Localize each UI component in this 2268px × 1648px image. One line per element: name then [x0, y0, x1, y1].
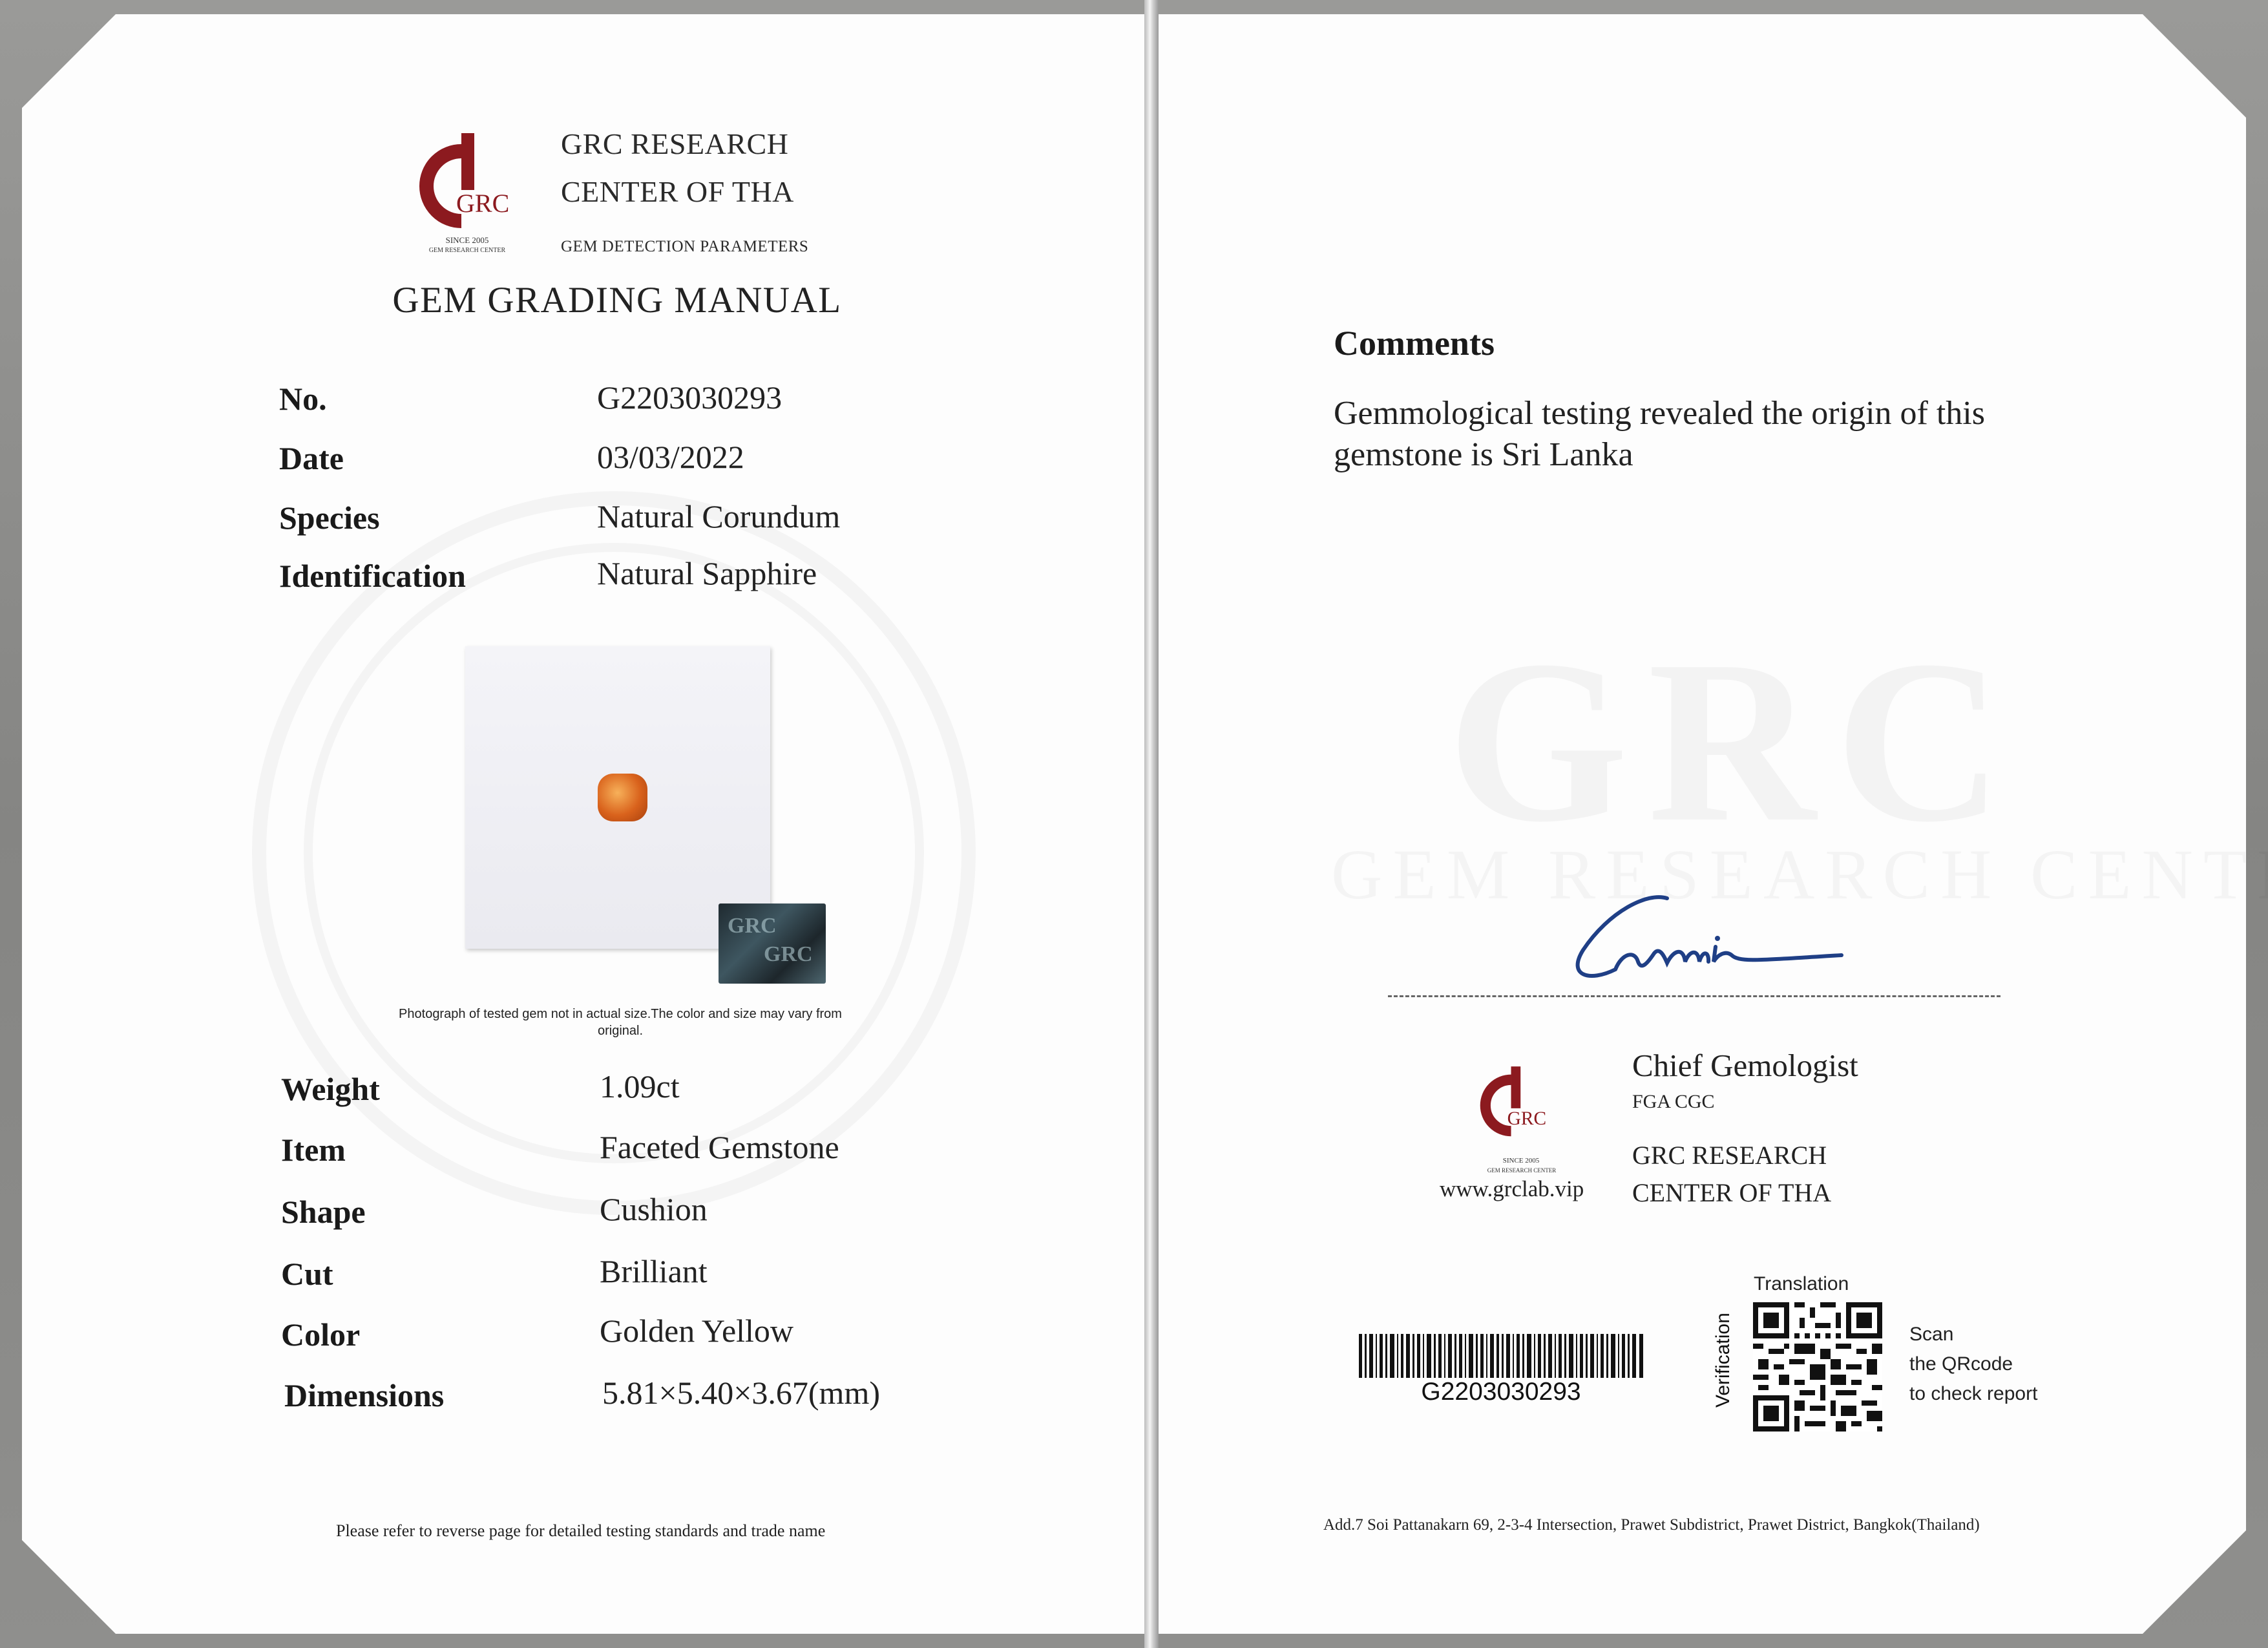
signature-icon [1570, 885, 1854, 995]
logo-small-center-name: GEM RESEARCH CENTER [1487, 1167, 1557, 1174]
qr-code[interactable] [1753, 1302, 1882, 1431]
scan-line3: to check report [1909, 1383, 2038, 1404]
grc-logo-small [1480, 1066, 1560, 1143]
field-value-shape: Cushion [600, 1191, 708, 1227]
signatory-title: Chief Gemologist [1632, 1048, 1858, 1083]
field-value-color: Golden Yellow [600, 1313, 794, 1349]
signatory-org-line1: GRC RESEARCH [1632, 1141, 1827, 1170]
grc-logo-mark-small-icon [1480, 1066, 1560, 1143]
page-spine [1144, 0, 1159, 1648]
field-value-identification: Natural Sapphire [597, 555, 817, 591]
lab-address: Add.7 Soi Pattanakarn 69, 2-3-4 Intersection, Prawet Subdistrict, Prawet District, Bangkok(Thailand) [1323, 1516, 1980, 1534]
signatory-credentials: FGA CGC [1632, 1091, 1715, 1112]
scan-line1: Scan [1909, 1324, 1954, 1345]
org-name-line1: GRC RESEARCH [561, 127, 789, 160]
photo-caption: Photograph of tested gem not in actual size.The color and size may vary from original. [399, 1007, 842, 1038]
field-value-weight: 1.09ct [600, 1068, 680, 1104]
field-value-dimensions: 5.81×5.40×3.67(mm) [602, 1375, 880, 1411]
logo-center-name: GEM RESEARCH CENTER [428, 247, 506, 254]
field-label-dimensions: Dimensions [284, 1377, 445, 1413]
qr-side-label: Verification [1712, 1313, 1734, 1408]
gem-stone-image [598, 774, 647, 821]
comments-text: Gemmological testing revealed the origin of this gemstone is Sri Lanka [1334, 395, 1985, 473]
org-name-line2: CENTER OF THA [561, 175, 794, 208]
field-label-no: No. [279, 381, 327, 417]
comments-heading: Comments [1334, 324, 1495, 363]
scan-line2: the QRcode [1909, 1353, 2013, 1375]
field-label-item: Item [281, 1132, 346, 1168]
logo-small-since: SINCE 2005 [1502, 1157, 1540, 1165]
field-label-species: Species [279, 500, 380, 536]
field-label-weight: Weight [281, 1071, 380, 1107]
field-label-shape: Shape [281, 1194, 366, 1230]
field-value-date: 03/03/2022 [597, 439, 744, 475]
barcode-number: G2203030293 [1421, 1378, 1581, 1406]
field-value-species: Natural Corundum [597, 498, 841, 534]
qr-top-label: Translation [1754, 1273, 1849, 1294]
hologram-sticker: GRC GRC [719, 903, 826, 984]
field-label-cut: Cut [281, 1256, 333, 1292]
field-label-date: Date [279, 440, 344, 476]
field-label-identification: Identification [279, 558, 466, 594]
field-value-item: Faceted Gemstone [600, 1129, 839, 1165]
grc-logo-mark-icon [419, 133, 529, 237]
page-title: GEM GRADING MANUAL [392, 280, 842, 321]
signature-line [1388, 995, 2000, 997]
org-subtitle: GEM DETECTION PARAMETERS [561, 238, 809, 255]
signatory-org-line2: CENTER OF THA [1632, 1178, 1832, 1207]
logo-since: SINCE 2005 [445, 235, 489, 245]
grc-logo-abbr: GRC [456, 189, 510, 218]
reverse-page-note: Please refer to reverse page for detailed testing standards and trade name [336, 1521, 826, 1540]
website-link[interactable]: www.grclab.vip [1440, 1176, 1584, 1201]
grc-logo-small-abbr: GRC [1507, 1108, 1547, 1129]
field-value-no: G2203030293 [597, 379, 782, 416]
grc-logo [419, 133, 529, 237]
barcode [1359, 1334, 1643, 1378]
field-value-cut: Brilliant [600, 1253, 708, 1289]
field-label-color: Color [281, 1316, 361, 1353]
